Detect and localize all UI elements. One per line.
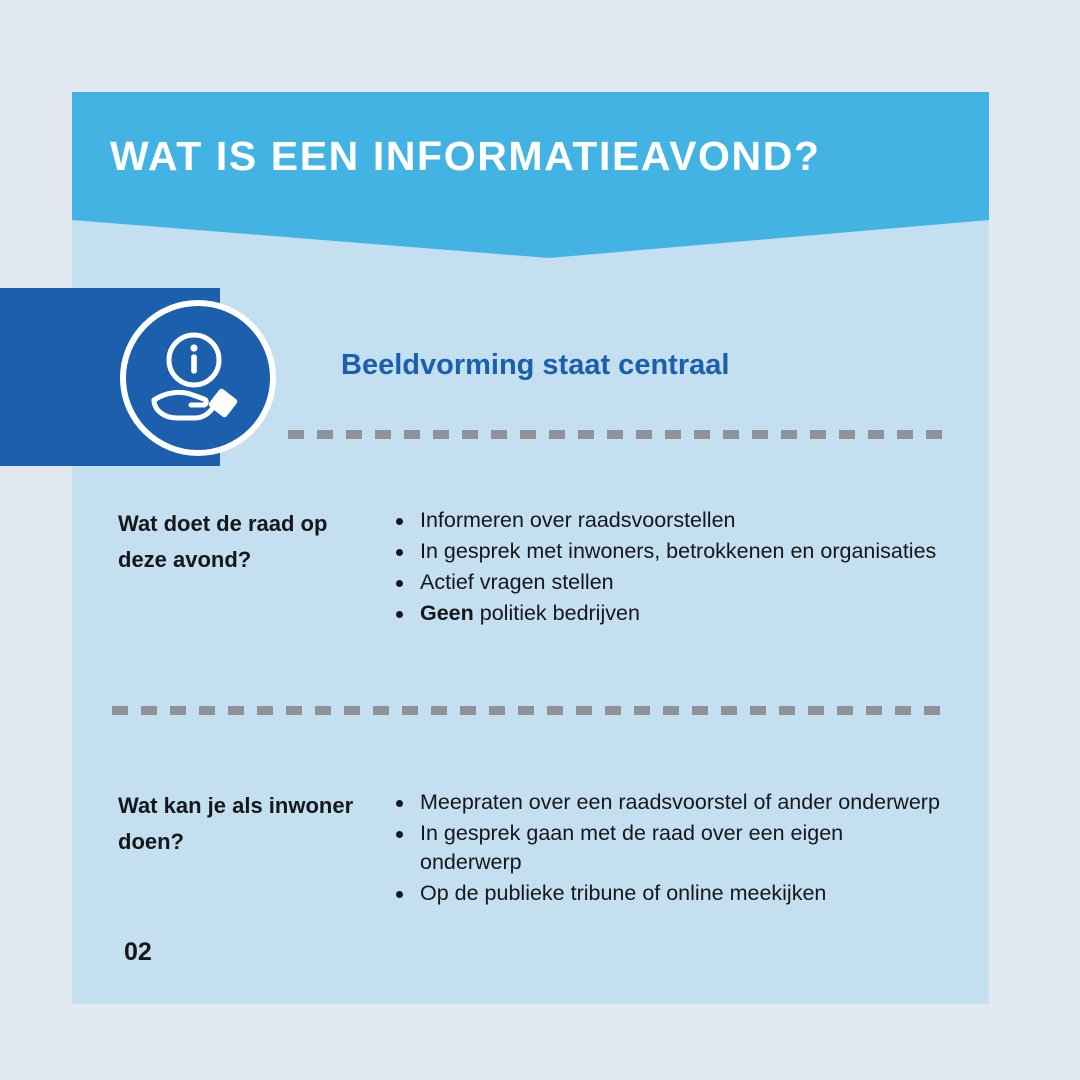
list-item: In gesprek met inwoners, betrokkenen en organisaties <box>388 537 948 566</box>
block-2-list <box>388 788 948 910</box>
list-item <box>388 599 948 628</box>
block-1-label: Wat doet de raad op deze avond? <box>118 511 328 572</box>
divider-top <box>288 430 948 439</box>
block-1-list <box>388 506 948 630</box>
list-item: Meepraten over een raadsvoorstel of ander onderwerp <box>388 788 948 817</box>
list-item: Informeren over raadsvoorstellen <box>388 506 948 535</box>
list-item: In gesprek gaan met de raad over een eigen onderwerp <box>388 819 948 877</box>
list-item: Op de publieke tribune of online meekijken <box>388 879 948 908</box>
list-item-label: politiek bedrijven <box>473 601 640 625</box>
list-item: Actief vragen stellen <box>388 568 948 597</box>
page-title: WAT IS EEN INFORMATIEAVOND? <box>110 133 821 179</box>
info-in-hand-icon <box>120 300 276 456</box>
block-2-label: Wat kan je als inwoner doen? <box>118 793 354 854</box>
page-number: 02 <box>124 938 152 966</box>
list-item-emphasis: Geen <box>420 601 474 625</box>
section-subtitle: Beeldvorming staat centraal <box>341 349 730 381</box>
divider-middle <box>112 706 948 715</box>
